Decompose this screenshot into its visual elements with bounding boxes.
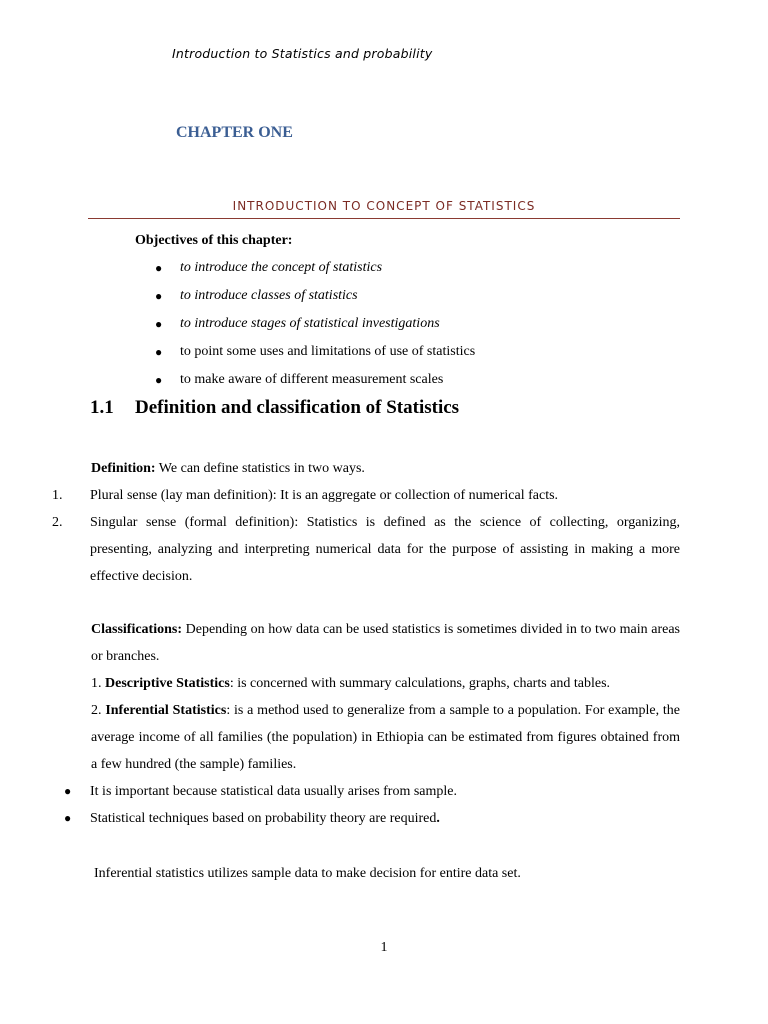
running-header: Introduction to Statistics and probability — [172, 46, 433, 61]
definition-list — [52, 482, 680, 590]
objective-text: to point some uses and limitations of use of statistics — [180, 344, 476, 359]
objective-text: to introduce the concept of statistics — [180, 260, 383, 275]
list-item — [155, 286, 475, 314]
classifications-intro — [91, 616, 680, 670]
item-number: 2. — [52, 515, 63, 530]
descriptive-item — [91, 670, 680, 697]
bullet-icon: ● — [155, 261, 163, 275]
definition-text: We can define statistics in two ways. — [155, 461, 365, 476]
item-text: Singular sense (formal definition): Statistics is defined as the science of collecting, organizing, presenting, analyzing and interpreting numerical data for the purpose of assisting in making a more effective decision. — [90, 515, 680, 584]
section-number: 1.1 — [90, 397, 114, 418]
definition-label: Definition: — [91, 461, 156, 476]
list-item — [155, 342, 475, 370]
item-number: 2. — [91, 703, 106, 718]
item-text: Plural sense (lay man definition): It is an aggregate or collection of numerical facts. — [90, 488, 559, 503]
bullet-icon: ● — [155, 289, 163, 303]
descriptive-text: : is concerned with summary calculations, graphs, charts and tables. — [229, 676, 611, 691]
list-item — [155, 314, 475, 342]
classifications-block — [91, 616, 680, 778]
section-title: Definition and classification of Statistics — [135, 397, 460, 418]
classifications-text: Depending on how data can be used statistics is sometimes divided in to two main areas or branches. — [91, 622, 680, 664]
objective-text: to make aware of different measurement scales — [180, 372, 444, 387]
closing-sentence: Inferential statistics utilizes sample data to make decision for entire data set. — [94, 866, 521, 881]
list-item — [52, 482, 680, 509]
section-heading — [90, 397, 459, 419]
bullet-text: It is important because statistical data usually arises from sample. — [90, 784, 458, 799]
inferential-item — [91, 697, 680, 778]
bullet-icon: ● — [64, 784, 72, 798]
list-item — [155, 258, 475, 286]
chapter-label: CHAPTER ONE — [176, 124, 293, 141]
item-number: 1. — [52, 488, 63, 503]
objectives-heading: Objectives of this chapter: — [135, 233, 293, 248]
title-divider — [88, 218, 680, 219]
item-number: 1. — [91, 676, 105, 691]
bullet-icon: ● — [155, 317, 163, 331]
list-item — [52, 509, 680, 590]
objective-text: to introduce classes of statistics — [180, 288, 358, 303]
objective-text: to introduce stages of statistical investigations — [180, 316, 440, 331]
page-number: 1 — [380, 940, 388, 955]
bullet-text: Statistical techniques based on probability theory are required. — [90, 811, 440, 826]
inferential-label: Inferential Statistics — [105, 703, 227, 718]
bullet-icon: ● — [155, 345, 163, 359]
list-item — [64, 778, 680, 805]
classifications-label: Classifications: — [91, 622, 182, 637]
chapter-title: INTRODUCTION TO CONCEPT OF STATISTICS — [232, 199, 536, 213]
descriptive-label: Descriptive Statistics — [105, 676, 230, 691]
inferential-bullets — [64, 778, 680, 832]
definition-intro — [91, 455, 365, 482]
list-item — [155, 370, 475, 398]
objectives-list — [155, 258, 475, 398]
inferential-text: : is a method used to generalize from a sample to a population. For example, the average income of all families (the population) in Ethiopia can be estimated from figures obtained from a few hundred (the sample) families. — [91, 703, 680, 772]
bullet-icon: ● — [64, 811, 72, 825]
bullet-icon: ● — [155, 373, 163, 387]
list-item — [64, 805, 680, 832]
